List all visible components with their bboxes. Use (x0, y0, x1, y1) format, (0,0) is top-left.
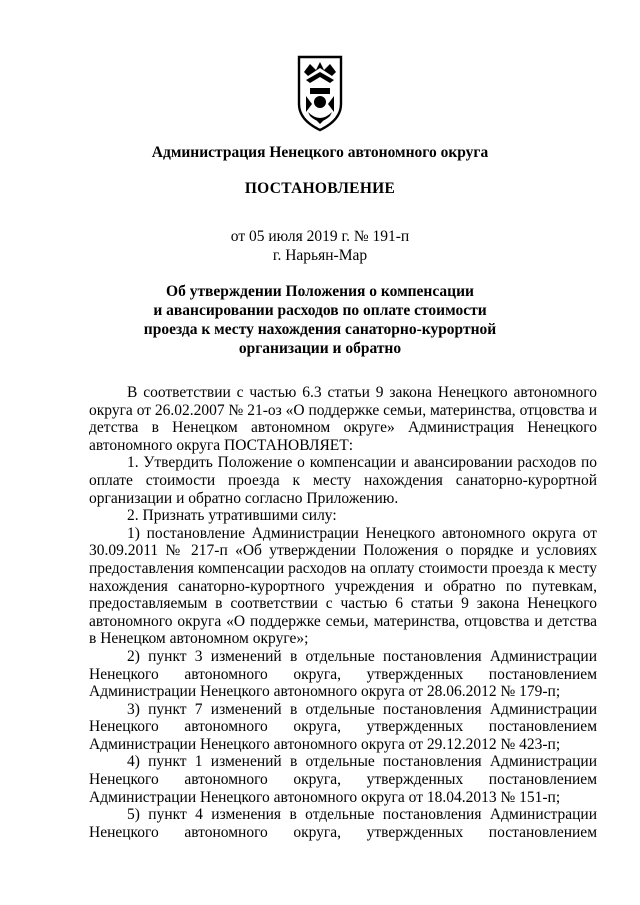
document-type: ПОСТАНОВЛЕНИЕ (244, 180, 396, 197)
paragraph-subitem-4: 4) пункт 1 изменений в отдельные постановления Администрации Ненецкого автономного округа, утвержденных постановлением Администрации Ненецкого автономного округа от 18.04.2013 № 151-п; (89, 753, 597, 806)
title-line: Об утверждении Положения о компенсации (166, 283, 474, 300)
title-line: проезда к месту нахождения санаторно-курортной (143, 321, 497, 338)
document-body (89, 384, 597, 841)
paragraph-item-1: 1. Утвердить Положение о компенсации и авансировании расходов по оплате стоимости проезда к месту нахождения санаторно-курортной организации и обратно согласно Приложению. (89, 454, 597, 507)
paragraph-subitem-1: 1) постановление Администрации Ненецкого автономного округа от 30.09.2011 № 217-п «Об утверждении Положения о порядке и условиях предоставления компенсации расходов на оплату стоимости проезда к месту нахождения санаторно-курортного учреждения и обратно по путевкам, предоставляемым в соответствии с частью 6 статьи 9 закона Ненецкого автономного округа «О поддержке семьи, материнства, отцовства и детства в Ненецком автономном округе»; (89, 524, 597, 648)
paragraph-subitem-3: 3) пункт 7 изменений в отдельные постановления Администрации Ненецкого автономного округа, утвержденных постановлением Администрации Ненецкого автономного округа от 29.12.2012 № 423-п; (89, 700, 597, 753)
paragraph-subitem-5: 5) пункт 4 изменения в отдельные постановления Администрации Ненецкого автономного округа, утвержденных постановлением (89, 806, 597, 841)
paragraph-item-2: 2. Признать утратившими силу: (127, 507, 337, 525)
title-line: и авансировании расходов по оплате стоимости (153, 302, 487, 319)
paragraph-preamble: В соответствии с частью 6.3 статьи 9 закона Ненецкого автономного округа от 26.02.2007 № 21-оз «О поддержке семьи, материнства, отцовства и детства в Ненецком автономном округе» Администрация Ненецкого автономного округа ПОСТАНОВЛЯЕТ: (89, 384, 597, 454)
document-date: от 05 июля 2019 г. № 191-п (230, 228, 410, 245)
organization-name: Администрация Ненецкого автономного округа (151, 144, 489, 161)
document-title (0, 282, 640, 358)
coat-of-arms-icon (296, 54, 344, 132)
city: г. Нарьян-Мар (272, 247, 368, 264)
title-line: организации и обратно (238, 340, 402, 357)
paragraph-subitem-2: 2) пункт 3 изменений в отдельные постановления Администрации Ненецкого автономного округа, утвержденных постановлением Администрации Ненецкого автономного округа от 28.06.2012 № 179-п; (89, 647, 597, 701)
